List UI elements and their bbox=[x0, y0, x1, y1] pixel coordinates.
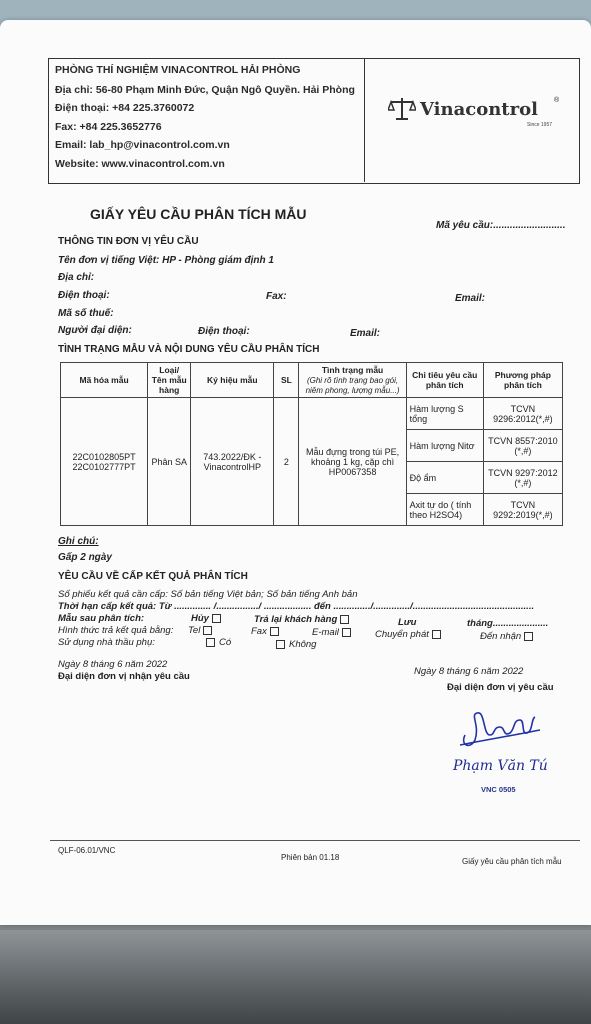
requester-rep-email: Email: bbox=[350, 328, 381, 339]
table-header-row bbox=[61, 363, 563, 398]
checkbox-fax[interactable] bbox=[270, 627, 279, 636]
criteria-name: Hàm lượng Nitơ bbox=[406, 430, 483, 462]
requester-email: Email: bbox=[455, 293, 486, 304]
header-state bbox=[299, 363, 406, 398]
criteria-name: Hàm lượng S tổng bbox=[406, 398, 483, 430]
criteria-method: TCVN 8557:2010 (*,#) bbox=[483, 430, 562, 462]
document-title: GIẤY YÊU CẦU PHÂN TÍCH MẪU bbox=[90, 206, 307, 222]
option-email-label: E-mail bbox=[312, 627, 339, 638]
option-post[interactable] bbox=[375, 629, 441, 640]
lab-website: Website: www.vinacontrol.com.vn bbox=[55, 158, 225, 170]
option-no[interactable] bbox=[276, 639, 316, 650]
result-copies: Số phiếu kết quả cần cấp: Số bản tiếng Việt bản; Số bản tiếng Anh bản bbox=[58, 589, 358, 600]
option-fax[interactable] bbox=[251, 626, 279, 637]
table-row bbox=[61, 398, 563, 430]
lab-address: Địa chỉ: 56-80 Phạm Minh Đức, Quận Ngô Quyền. Hải Phòng bbox=[55, 84, 355, 96]
sample-code-1: 22C0102805PT bbox=[72, 451, 136, 462]
right-date: Ngày 8 tháng 6 năm 2022 bbox=[414, 666, 524, 677]
option-cancel[interactable] bbox=[191, 613, 221, 624]
footer-form-code: QLF-06.01/VNC bbox=[58, 846, 116, 855]
option-no-label: Không bbox=[289, 639, 317, 650]
sample-qty: 2 bbox=[274, 398, 299, 526]
header-criteria: Chỉ tiêu yêu cầu phân tích bbox=[406, 363, 483, 398]
sample-symbol: 743.2022/ĐK -VinacontrolHP bbox=[191, 398, 274, 526]
checkbox-email[interactable] bbox=[342, 628, 351, 637]
footer-doc-name: Giấy yêu cầu phân tích mẫu bbox=[462, 857, 562, 866]
option-fax-label: Fax bbox=[251, 626, 267, 637]
samples-table bbox=[60, 362, 563, 526]
checkbox-cancel[interactable] bbox=[212, 614, 221, 623]
lab-phone: Điện thoại: +84 225.3760072 bbox=[55, 102, 195, 114]
logo-since: Since 1957 bbox=[527, 122, 553, 128]
option-cancel-label: Hủy bbox=[191, 613, 209, 624]
criteria-name: Độ ẩm bbox=[406, 462, 483, 494]
option-tel-label: Tel bbox=[188, 625, 201, 636]
left-date: Ngày 8 tháng 6 năm 2022 bbox=[58, 659, 168, 670]
request-number: Mã yêu cầu:.......................... bbox=[436, 220, 566, 231]
criteria-method: TCVN 9292:2019(*,#) bbox=[483, 494, 562, 526]
result-section-title: YÊU CẦU VỀ CẤP KẾT QUẢ PHÂN TÍCH bbox=[58, 571, 248, 582]
handwritten-signature bbox=[455, 705, 545, 755]
footer-divider bbox=[50, 840, 580, 841]
sample-code-2: 22C0102777PT bbox=[72, 461, 136, 472]
criteria-name: Axit tự do ( tính theo H2SO4) bbox=[406, 494, 483, 526]
header-state-label: Tình trạng mẫu bbox=[321, 365, 384, 375]
option-email[interactable] bbox=[312, 627, 351, 638]
option-return-label: Trả lại khách hàng bbox=[254, 614, 338, 625]
requester-fax: Fax: bbox=[266, 291, 287, 302]
option-yes[interactable] bbox=[206, 637, 231, 648]
requester-address: Địa chỉ: bbox=[58, 272, 95, 283]
left-signature-title: Đại diện đơn vị nhận yêu cầu bbox=[58, 671, 190, 682]
option-tel[interactable] bbox=[188, 625, 212, 636]
sample-code-cell bbox=[61, 398, 148, 526]
criteria-method: TCVN 9296:2012(*,#) bbox=[483, 398, 562, 430]
sample-state: Mẫu đựng trong túi PE, khoảng 1 kg, cặp chì HP0067358 bbox=[299, 398, 406, 526]
header-symbol: Ký hiệu mẫu bbox=[191, 363, 274, 398]
option-pickup-label: Đến nhận bbox=[480, 631, 522, 642]
lab-name: PHÒNG THÍ NGHIỆM VINACONTROL HẢI PHÒNG bbox=[55, 64, 301, 76]
checkbox-return[interactable] bbox=[340, 615, 349, 624]
checkbox-yes[interactable] bbox=[206, 638, 215, 647]
option-keep-month: tháng..................... bbox=[467, 618, 549, 629]
subcontractor-label: Sử dụng nhà thầu phụ: bbox=[58, 637, 155, 648]
option-post-label: Chuyển phát bbox=[375, 629, 429, 640]
header-qty: SL bbox=[274, 363, 299, 398]
header-type: Loại/ Tên mẫu hàng bbox=[148, 363, 191, 398]
background-bottom bbox=[0, 930, 591, 1024]
criteria-method: TCVN 9297:2012 (*,#) bbox=[483, 462, 562, 494]
right-signature-title: Đại diện đơn vị yêu cầu bbox=[447, 682, 554, 693]
checkbox-no[interactable] bbox=[276, 640, 285, 649]
requester-tax: Mã số thuế: bbox=[58, 308, 114, 319]
option-yes-label: Có bbox=[219, 637, 232, 648]
requester-rep-phone: Điện thoại: bbox=[198, 326, 250, 337]
header-code: Mã hóa mẫu bbox=[61, 363, 148, 398]
sample-type: Phân SA bbox=[148, 398, 191, 526]
checkbox-pickup[interactable] bbox=[524, 632, 533, 641]
lab-email: Email: lab_hp@vinacontrol.com.vn bbox=[55, 139, 230, 151]
samples-section-title: TÌNH TRẠNG MẪU VÀ NỘI DUNG YÊU CẦU PHÂN TÍCH bbox=[58, 344, 320, 355]
notes-text: Gấp 2 ngày bbox=[58, 552, 112, 563]
option-keep-label: Lưu bbox=[398, 617, 417, 628]
signer-name: Phạm Văn Tú bbox=[453, 758, 548, 774]
signer-code: VNC 0505 bbox=[481, 785, 516, 794]
scales-icon bbox=[388, 96, 416, 122]
lab-fax: Fax: +84 225.3652776 bbox=[55, 121, 162, 133]
result-deadline: Thời hạn cấp kết quả: Từ .............. /................/ .................. đến ............../............../.............................................. bbox=[58, 601, 535, 612]
form-label: Hình thức trả kết quả bằng: bbox=[58, 625, 174, 636]
checkbox-post[interactable] bbox=[432, 630, 441, 639]
requester-phone: Điện thoại: bbox=[58, 290, 110, 301]
option-return[interactable] bbox=[254, 614, 349, 625]
footer-version: Phiên bản 01.18 bbox=[281, 853, 340, 862]
checkbox-tel[interactable] bbox=[203, 626, 212, 635]
logo-text: Vinacontrol bbox=[420, 98, 538, 120]
option-pickup[interactable] bbox=[480, 631, 533, 642]
vinacontrol-logo bbox=[388, 96, 538, 122]
notes-label: Ghi chú: bbox=[58, 536, 99, 547]
header-state-note: (Ghi rõ tình trạng bao gói, niêm phong, lượng mẫu...) bbox=[305, 376, 400, 395]
requester-rep: Người đại diện: bbox=[58, 325, 132, 336]
header-divider bbox=[364, 58, 365, 182]
requester-name: Tên đơn vị tiếng Việt: HP - Phòng giám định 1 bbox=[58, 255, 274, 266]
after-analysis-label: Mẫu sau phân tích: bbox=[58, 613, 145, 624]
header-method: Phương pháp phân tích bbox=[483, 363, 562, 398]
logo-registered: ® bbox=[554, 97, 560, 104]
requester-section-title: THÔNG TIN ĐƠN VỊ YÊU CẦU bbox=[58, 236, 199, 247]
